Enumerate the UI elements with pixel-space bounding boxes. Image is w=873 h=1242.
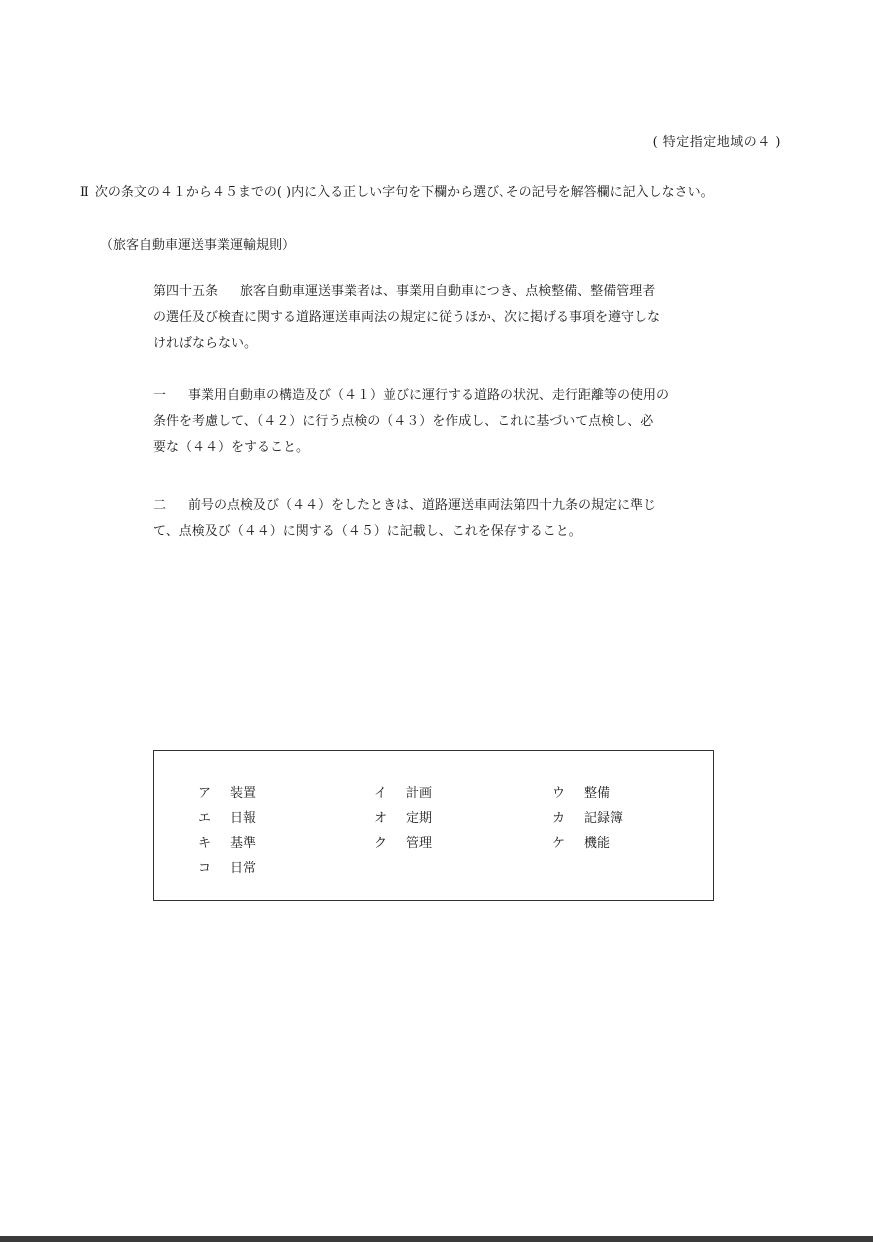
article-line: の選任及び検査に関する道路運送車両法の規定に従うほか、次に掲げる事項を遵守しな xyxy=(153,310,661,325)
item-line: 条件を考慮して、（４２）に行う点検の（４３）を作成し、これに基づいて点検し、必 xyxy=(153,414,654,429)
choice-item: オ 定期 xyxy=(374,811,433,826)
choice-item: ウ 整備 xyxy=(552,786,611,801)
item-line: て、点検及び（４４）に関する（４５）に記載し、これを保存すること。 xyxy=(153,524,582,539)
choice-item: イ 計画 xyxy=(374,786,433,801)
section-note: ( 特定指定地域の４ ) xyxy=(652,135,781,150)
choice-item: キ 基準 xyxy=(198,836,257,851)
instruction xyxy=(80,181,780,200)
article-line: ければならない。 xyxy=(153,336,258,351)
item-line: 二 前号の点検及び（４４）をしたときは、道路運送車両法第四十九条の規定に準じ xyxy=(153,493,713,519)
choice-item: ケ 機能 xyxy=(552,836,611,851)
item-line: 一 事業用自動車の構造及び（４１）並びに運行する道路の状況、走行距離等の使用の xyxy=(153,383,713,409)
choice-item: コ 日常 xyxy=(198,861,257,876)
answer-choices-box xyxy=(153,750,714,901)
instruction-text: 次の条文の４１から４５までの( )内に入る正しい字句を下欄から選び､その記号を解答欄に記入しなさい。 xyxy=(94,185,714,200)
choice-item: ク 管理 xyxy=(374,836,433,851)
choice-item: ア 装置 xyxy=(198,786,257,801)
scan-edge-bar xyxy=(0,1236,873,1242)
law-name: （旅客自動車運送事業運輸規則） xyxy=(100,238,296,253)
choice-item: カ 記録簿 xyxy=(552,811,624,826)
question-number: Ⅱ xyxy=(80,185,89,200)
article-item-1 xyxy=(153,383,713,461)
article-line: 第四十五条 旅客自動車運送事業者は、事業用自動車につき、点検整備、整備管理者 xyxy=(153,279,713,305)
article-item-2 xyxy=(153,493,713,545)
item-label: 一 xyxy=(153,388,167,403)
item-line: 要な（４４）をすること。 xyxy=(153,440,310,455)
article-45 xyxy=(153,279,713,357)
item-label: 二 xyxy=(153,498,167,513)
article-label: 第四十五条 xyxy=(153,284,219,299)
choice-item: エ 日報 xyxy=(198,811,257,826)
